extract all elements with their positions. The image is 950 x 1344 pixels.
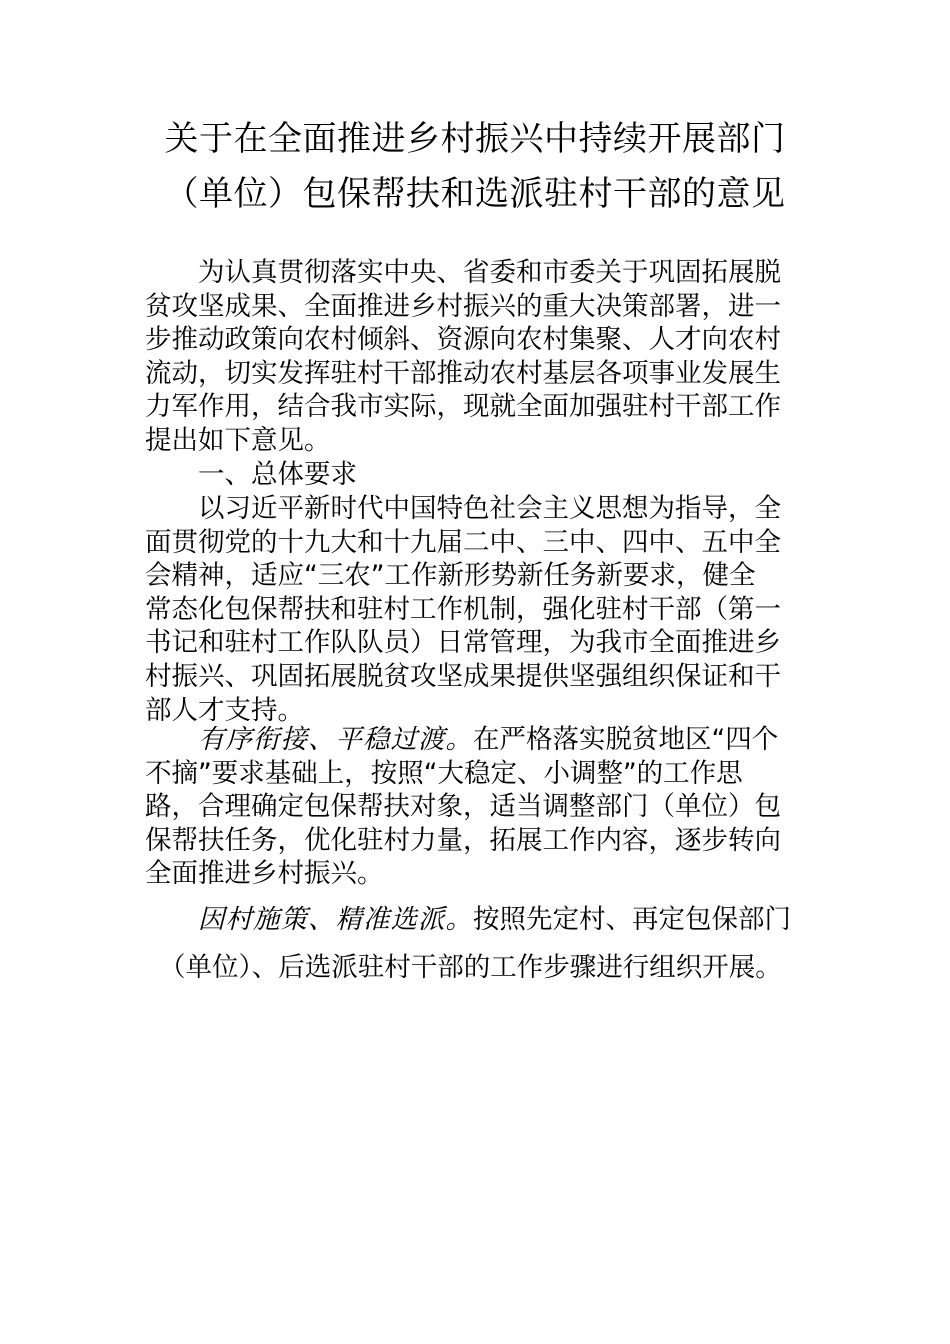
- document-title: [140, 112, 810, 222]
- section-heading-text: 一、总体要求: [198, 459, 357, 490]
- point-text: 在严格落实脱贫地区“四个: [473, 724, 779, 755]
- paragraph-line: 步推动政策向农村倾斜、资源向农村集聚、人才向农村: [145, 324, 781, 356]
- paragraph-line: 路，合理确定包保帮扶对象，适当调整部门（单位）包: [145, 791, 781, 823]
- paragraph-line: （单位）、后选派驻村干部的工作步骤进行组织开展。: [159, 952, 782, 983]
- paragraph-line: 不摘”要求基础上，按照“大稳定、小调整”的工作思: [145, 757, 743, 789]
- paragraph-line: 提出如下意见。: [145, 424, 331, 456]
- section-paragraph: [145, 492, 805, 727]
- paragraph-line: 书记和驻村工作队队员）日常管理，为我市全面推进乡: [145, 627, 781, 659]
- point-paragraph: [145, 896, 805, 992]
- paragraph-line: 会精神，适应“三农”工作新形势新任务新要求，健全: [145, 560, 756, 592]
- paragraph-line: [145, 723, 805, 757]
- section-heading: [145, 458, 805, 492]
- point-text: 按照先定村、再定包保部门: [473, 904, 791, 935]
- paragraph-line: 贫攻坚成果、全面推进乡村振兴的重大决策部署，进一: [145, 290, 781, 322]
- paragraph-line: [145, 896, 805, 944]
- paragraph-line: 保帮扶任务，优化驻村力量，拓展工作内容，逐步转向: [145, 824, 781, 856]
- point-lead: 因村施策、精准选派。: [198, 904, 473, 935]
- point-paragraph: [145, 723, 805, 891]
- paragraph-line: 全面推进乡村振兴。: [145, 858, 384, 890]
- intro-paragraph: [145, 256, 805, 458]
- title-line: （单位）包保帮扶和选派驻村干部的意见: [164, 174, 786, 214]
- paragraph-line: 村振兴、巩固拓展脱贫攻坚成果提供坚强组织保证和干: [145, 660, 781, 692]
- paragraph-line: 力军作用，结合我市实际，现就全面加强驻村干部工作: [145, 391, 781, 423]
- paragraph-line: 面贯彻党的十九大和十九届二中、三中、四中、五中全: [145, 526, 781, 558]
- title-line: 关于在全面推进乡村振兴中持续开展部门: [164, 119, 786, 159]
- paragraph-line: 部人才支持。: [145, 694, 304, 726]
- paragraph-line: 常态化包保帮扶和驻村工作机制，强化驻村干部（第一: [145, 593, 781, 625]
- point-lead: 有序衔接、平稳过渡。: [198, 724, 473, 755]
- paragraph-line: 流动，切实发挥驻村干部推动农村基层各项事业发展生: [145, 357, 781, 389]
- paragraph-line: 为认真贯彻落实中央、省委和市委关于巩固拓展脱: [198, 257, 781, 288]
- paragraph-line: 以习近平新时代中国特色社会主义思想为指导，全: [198, 493, 781, 524]
